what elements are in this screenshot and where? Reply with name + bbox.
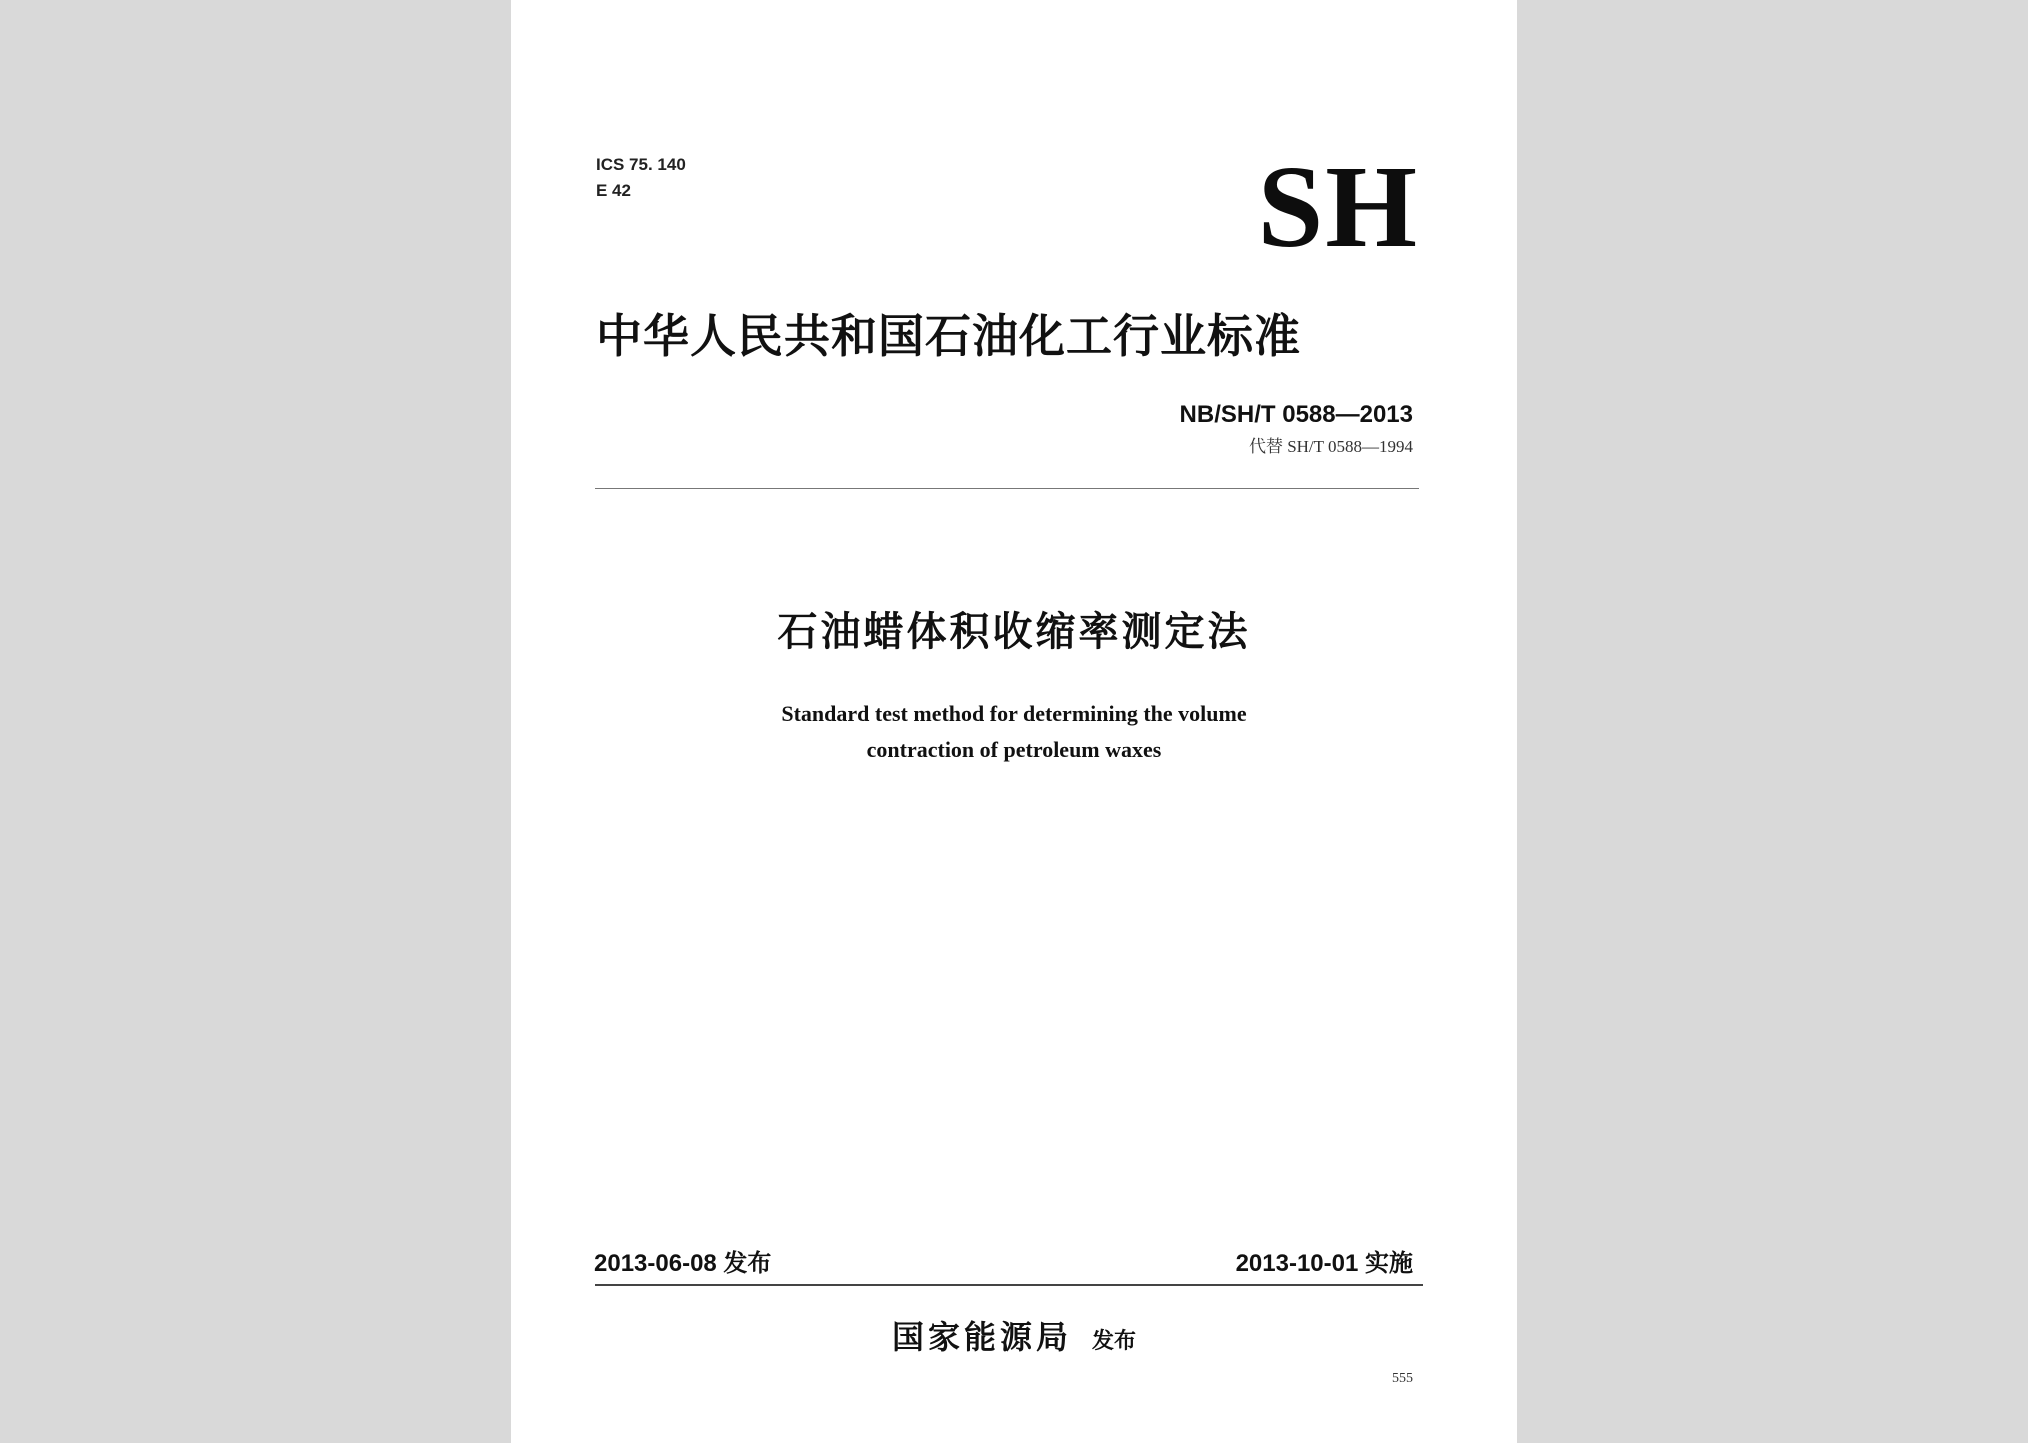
standard-category-title: 中华人民共和国石油化工行业标准	[596, 309, 1301, 363]
standard-number: NB/SH/T 0588—2013	[1179, 401, 1413, 428]
header-divider	[595, 488, 1419, 489]
replaces-standard: 代替 SH/T 0588—1994	[1248, 437, 1413, 456]
implementation-date: 2013-10-01 实施	[1235, 1250, 1413, 1277]
ics-code: ICS 75. 140	[596, 155, 686, 174]
issuer	[511, 1312, 1517, 1358]
page-number: 555	[1392, 1371, 1413, 1386]
issuer-name: 国家能源局	[891, 1318, 1072, 1356]
issuer-verb: 发布	[1092, 1329, 1137, 1354]
document-title-cn: 石油蜡体积收缩率测定法	[777, 609, 1251, 655]
issue-date: 2013-06-08 发布	[594, 1250, 772, 1277]
document-title-en	[511, 696, 1517, 768]
document-page	[511, 0, 1517, 1443]
title-en-line-2: contraction of petroleum waxes	[866, 737, 1162, 762]
title-en-line-1: Standard test method for determining the volume	[781, 701, 1247, 726]
ccs-code: E 42	[596, 181, 631, 200]
footer-divider	[595, 1284, 1423, 1286]
classification-codes	[596, 152, 686, 204]
sh-logo: SH	[1257, 141, 1419, 272]
